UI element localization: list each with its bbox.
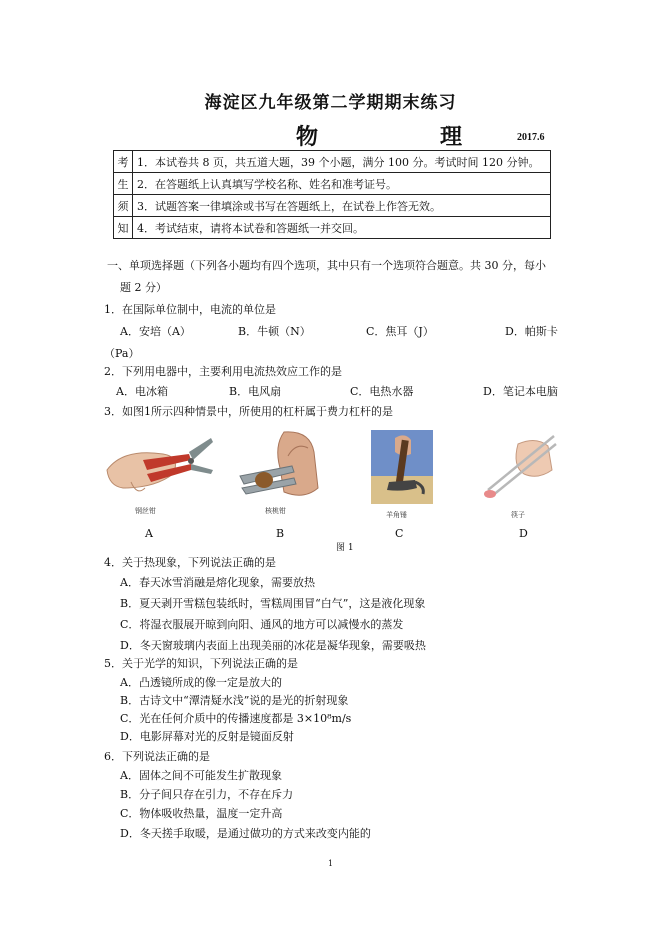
q1-option-a: A．安培（A） [120,325,191,338]
notes-item: 4．考试结束，请将本试卷和答题纸一并交回。 [133,217,551,239]
q6-option-a: A．固体之间不可能发生扩散现象 [120,769,282,782]
caption-d: 筷子 [511,511,525,519]
picture-label-a: A [145,527,153,540]
subject-title: 物 理 [296,124,513,150]
notes-side-char: 生 [114,173,133,195]
q6-option-b: B．分子间只存在引力，不存在斥力 [120,788,294,801]
q1-option-d: D．帕斯卡 [505,325,558,338]
page-number: 1 [327,859,334,868]
notes-side-char: 须 [114,195,133,217]
q6-option-c: C．物体吸收热量，温度一定升高 [120,807,283,820]
exam-date: 2017.6 [517,132,545,143]
chopsticks-picture [478,430,558,504]
q5-option-d: D．电影屏幕对光的反射是镜面反射 [120,730,294,743]
q5-option-c: C．光在任何介质中的传播速度都是 3×10⁸m/s [120,712,352,725]
q5-option-a: A．凸透镜所成的像一定是放大的 [120,676,282,689]
question-3-stem: 3．如图1所示四种情景中，所使用的杠杆属于费力杠杆的是 [104,405,393,418]
q2-option-c: C．电热水器 [350,385,414,398]
q2-option-b: B．电风扇 [229,385,282,398]
q4-option-d: D．冬天窗玻璃内表面上出现美丽的冰花是凝华现象，需要吸热 [120,639,426,652]
q4-option-a: A．春天冰雪消融是熔化现象，需要放热 [120,576,315,589]
picture-label-c: C [395,527,404,540]
question-4-stem: 4．关于热现象，下列说法正确的是 [104,556,276,569]
q4-option-c: C．将湿衣服展开晾到向阳、通风的地方可以减慢水的蒸发 [120,618,404,631]
notes-item: 1．本试卷共 8 页，共五道大题，39 个小题，满分 100 分。考试时间 120 分钟。 [133,151,551,173]
q1-option-d-wrap: （Pa） [104,347,140,360]
notes-item: 3．试题答案一律填涂或书写在答题纸上，在试卷上作答无效。 [133,195,551,217]
hammer-picture [371,430,433,504]
question-2-stem: 2．下列用电器中，主要利用电流热效应工作的是 [104,365,342,378]
caption-c: 羊角锤 [386,511,407,519]
notes-side-char: 知 [114,217,133,239]
pliers-picture [103,430,215,500]
notes-item: 2．在答题纸上认真填写学校名称、姓名和准考证号。 [133,173,551,195]
q4-option-b: B．夏天剥开雪糕包装纸时，雪糕周围冒“白气”，这是液化现象 [120,597,426,610]
q6-option-d: D．冬天搓手取暖，是通过做功的方式来改变内能的 [120,827,371,840]
q5-option-b: B．古诗文中“潭清疑水浅”说的是光的折射现象 [120,694,349,707]
exam-title: 海淀区九年级第二学期期末练习 [204,93,457,113]
caption-a: 钢丝钳 [135,507,156,515]
section-heading: 一、单项选择题（下列各小题均有四个选项，其中只有一个选项符合题意。共 30 分，每小 [107,259,546,272]
picture-label-b: B [276,527,285,540]
caption-b: 核桃钳 [265,507,286,515]
q1-option-c: C．焦耳（J） [366,325,434,338]
question-5-stem: 5．关于光学的知识，下列说法正确的是 [104,657,298,670]
notes-box [113,150,551,239]
notes-side-char: 考 [114,151,133,173]
section-heading-cont: 题 2 分） [120,281,167,294]
question-6-stem: 6．下列说法正确的是 [104,750,210,763]
nutcracker-picture [234,428,330,502]
q2-option-a: A．电冰箱 [116,385,168,398]
figure-caption: 图 1 [336,543,354,553]
picture-label-d: D [519,527,528,540]
q1-option-b: B．牛顿（N） [238,325,311,338]
question-1-stem: 1．在国际单位制中，电流的单位是 [104,303,276,316]
q2-option-d: D．笔记本电脑 [483,385,558,398]
